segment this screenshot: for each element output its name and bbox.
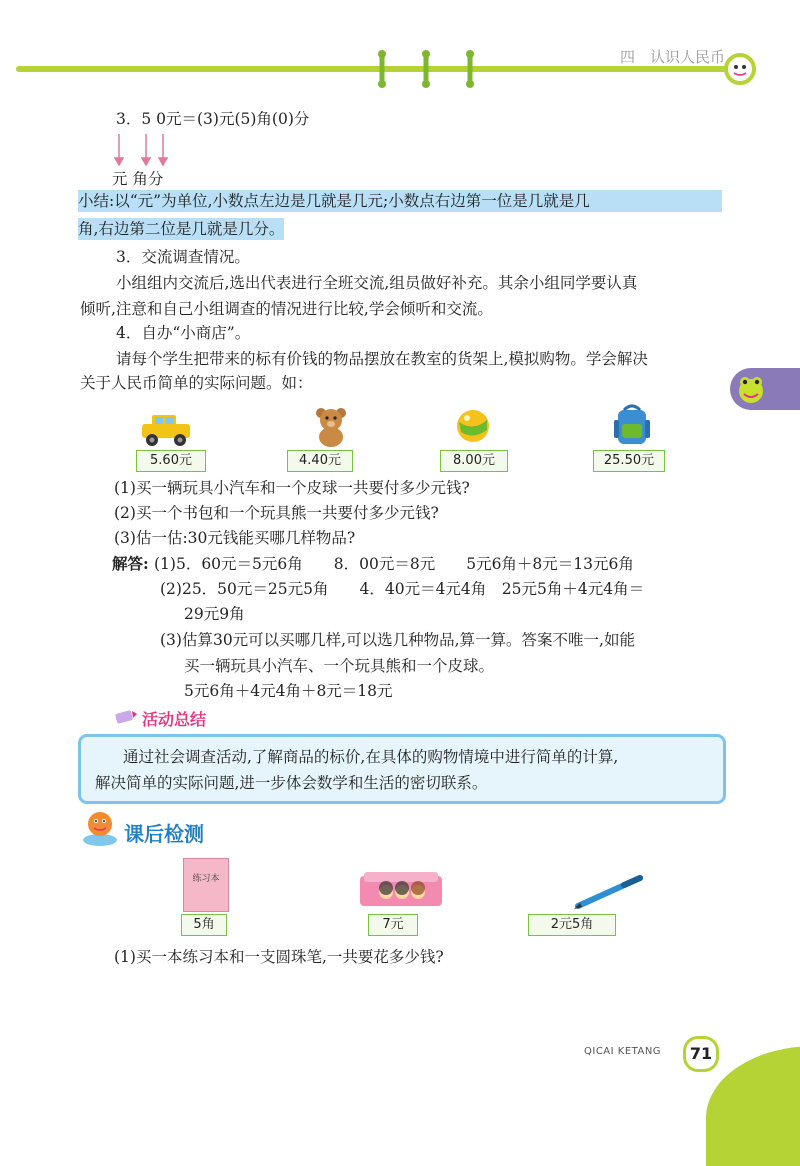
answer-2-line2: 29元9角: [184, 605, 245, 623]
question-2: (2)买一个书包和一个玩具熊一共要付多少元钱?: [114, 504, 439, 522]
breakdown-arrows: [110, 132, 170, 168]
notebook-icon: [183, 858, 229, 912]
ballpoint-pen-icon: [572, 872, 648, 910]
pencil-case-icon: [358, 870, 444, 910]
step4-line1: 请每个学生把带来的标有价钱的物品摆放在教室的货架上,模拟购物。学会解决: [116, 350, 648, 368]
backpack-icon: [610, 402, 654, 446]
answer-3-line3: 5元6角＋4元4角＋8元＝18元: [184, 682, 393, 700]
answer-2-line1: (2)25．50元＝25元5角 4．40元＝4元4角 25元5角＋4元4角＝: [160, 580, 645, 598]
teddy-bear-icon: [312, 406, 350, 448]
mascot-reading-icon: [80, 806, 120, 848]
summary-note-line1: 小结:以“元”为单位,小数点左边是几就是几元;小数点右边第一位是几就是几: [78, 190, 722, 212]
price-tag-pen: 2元5角: [528, 914, 616, 936]
price-tag-ball: 8.00元: [440, 450, 508, 472]
page-number: 71: [689, 1044, 713, 1063]
answer-3-line2: 买一辆玩具小汽车、一个玩具熊和一个皮球。: [184, 657, 495, 675]
frog-icon: [734, 372, 768, 406]
after-class-question-1: (1)买一本练习本和一支圆珠笔,一共要花多少钱?: [114, 948, 444, 966]
question-1: (1)买一辆玩具小汽车和一个皮球一共要付多少元钱?: [114, 479, 470, 497]
question-3: (3)估一估:30元钱能买哪几样物品?: [114, 529, 356, 547]
step3-line2: 倾听,注意和自己小组调查的情况进行比较,学会倾听和交流。: [80, 300, 493, 318]
activity-summary-box: [78, 734, 726, 804]
price-tag-car: 5.60元: [136, 450, 206, 472]
answer-label: 解答:: [112, 554, 149, 573]
activity-summary-line1: 通过社会调查活动,了解商品的标价,在具体的购物情境中进行简单的计算,: [123, 748, 619, 766]
activity-summary-heading: 活动总结: [142, 710, 207, 729]
page-number-badge: [683, 1036, 719, 1072]
toy-car-icon: [138, 412, 194, 448]
pencil-icon: [114, 708, 138, 726]
price-tag-bear: 4.40元: [287, 450, 353, 472]
step3-line1: 小组组内交流后,选出代表进行全班交流,组员做好补充。其余小组同学要认真: [116, 274, 638, 292]
chapter-title: 四 认识人民币: [620, 48, 726, 66]
binder-clips-icon: [368, 48, 488, 90]
answer-1: (1)5．60元＝5元6角 8．00元＝8元 5元6角＋8元＝13元6角: [154, 555, 634, 573]
footer-brand: QICAI KETANG: [584, 1046, 662, 1057]
breakdown-units: 元 角分: [112, 170, 164, 188]
ball-icon: [455, 408, 491, 444]
mascot-badge-icon: [723, 52, 757, 86]
summary-note-line2: 角,右边第二位是几就是几分。: [78, 220, 285, 238]
price-tag-notebook: 5角: [181, 914, 227, 936]
footer-corner-decoration: [706, 1046, 800, 1166]
step4-line2: 关于人民币简单的实际问题。如：: [80, 374, 313, 392]
price-tag-backpack: 25.50元: [593, 450, 665, 472]
step4-title: 4．自办“小商店”。: [116, 324, 251, 342]
after-class-heading: 课后检测: [124, 822, 204, 846]
step3-title: 3．交流调查情况。: [116, 248, 250, 266]
price-tag-pencil-case: 7元: [368, 914, 418, 936]
activity-summary-line2: 解决简单的实际问题,进一步体会数学和生活的密切联系。: [95, 774, 488, 792]
answer-3-line1: (3)估算30元可以买哪几样,可以选几种物品,算一算。答案不唯一,如能: [160, 631, 635, 649]
notebook-cover-text: 练习本: [192, 874, 220, 884]
money-breakdown-equation: 3．5 0元＝(3)元(5)角(0)分: [116, 110, 310, 128]
